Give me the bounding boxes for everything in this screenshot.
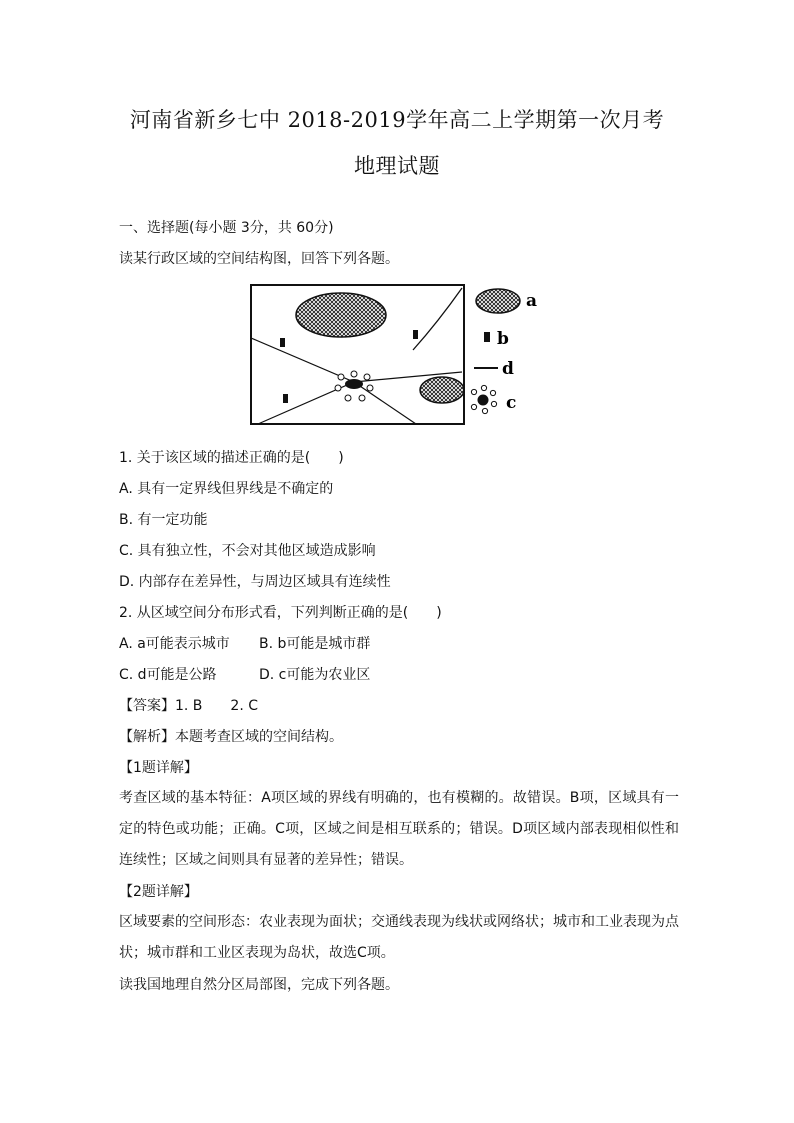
legend-label-b: b (497, 329, 509, 349)
question-2-options-row2 (119, 664, 370, 684)
area-feature-small (420, 377, 464, 403)
question-2-option-d: D. c可能为农业区 (259, 667, 371, 683)
question-2-option-c: C. d可能是公路 (119, 667, 217, 683)
figure-intro: 读某行政区域的空间结构图，回答下列各题。 (119, 251, 399, 267)
question-1-option-b: B. 有一定功能 (119, 512, 208, 528)
section-heading: 一、选择题(每小题 3分，共 60分) (119, 220, 334, 236)
answer-text: 1. B 2. C (175, 698, 258, 714)
area-feature-large (296, 293, 386, 337)
question-2-options-row1 (119, 633, 370, 653)
question-2-option-b: B. b可能是城市群 (259, 636, 371, 652)
legend-label-d: d (502, 359, 514, 379)
detail-2-label: 【2题详解】 (119, 884, 198, 900)
legend-label-a: a (526, 291, 538, 311)
question-1-stem: 1. 关于该区域的描述正确的是( ) (119, 450, 344, 466)
point-feature-b-1 (280, 338, 285, 347)
question-1-option-c: C. 具有独立性，不会对其他区域造成影响 (119, 543, 376, 559)
question-1-option-d: D. 内部存在差异性，与周边区域具有连续性 (119, 574, 391, 590)
legend-symbol-b (484, 332, 490, 342)
detail-1-text: 考查区域的基本特征：A项区域的界线有明确的，也有模糊的。故错误。B项，区域具有一定的特色或功能；正确。C项，区域之间是相互联系的；错误。D项区域内部表现相似性和连续性；区域之间则具有显著的差异性；错误。 (119, 790, 679, 868)
page-title-line1: 河南省新乡七中 2018-2019学年高二上学期第一次月考 (129, 108, 665, 132)
question-2-option-a: A. a可能表示城市 (119, 636, 230, 652)
page-title-line2: 地理试题 (354, 154, 440, 178)
analysis-label: 【解析】 (119, 729, 175, 745)
analysis-text: 本题考查区域的空间结构。 (175, 729, 343, 745)
legend-symbol-c (471, 385, 496, 413)
question-2-stem: 2. 从区域空间分布形式看，下列判断正确的是( ) (119, 605, 442, 621)
answer-label: 【答案】 (119, 698, 175, 714)
detail-1-label: 【1题详解】 (119, 760, 198, 776)
detail-2-text: 区域要素的空间形态：农业表现为面状；交通线表现为线状或网络状；城市和工业表现为点状；城市群和工业区表现为岛状，故选C项。 (119, 914, 679, 961)
answer-line (119, 695, 258, 715)
analysis-line (119, 726, 343, 746)
question-1-option-a: A. 具有一定界线但界线是不确定的 (119, 481, 334, 497)
legend-label-c: c (506, 393, 517, 413)
point-feature-b-3 (283, 394, 288, 403)
next-figure-intro: 读我国地理自然分区局部图，完成下列各题。 (119, 977, 399, 993)
legend-symbol-a (476, 289, 520, 313)
spatial-structure-figure (248, 282, 548, 430)
point-feature-b-2 (413, 330, 418, 339)
